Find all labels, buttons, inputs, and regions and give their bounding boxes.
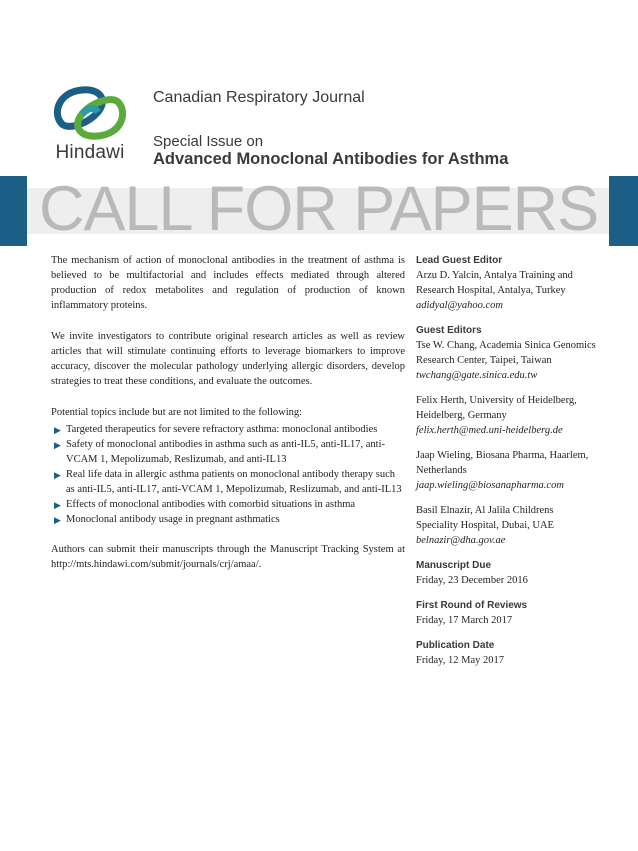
topic-text: Targeted therapeutics for severe refractory asthma: monoclonal antibodies bbox=[66, 424, 378, 435]
banner-left-bar bbox=[0, 176, 27, 246]
list-item bbox=[51, 437, 405, 467]
hindawi-logo bbox=[48, 84, 132, 170]
call-for-papers-heading: CALL FOR PAPERS bbox=[39, 174, 599, 244]
guest-editor-name: Felix Herth, University of Heidelberg, Heidelberg, Germany bbox=[416, 395, 577, 421]
issue-title: Advanced Monoclonal Antibodies for Asthma bbox=[153, 150, 509, 168]
triangle-bullet-icon: ▶ bbox=[54, 500, 61, 510]
lead-editor-email: adidyal@yahoo.com bbox=[416, 300, 503, 311]
guest-editors-heading: Guest Editors bbox=[416, 325, 482, 336]
hindawi-logo-mark-icon bbox=[48, 84, 132, 142]
special-issue-label: Special Issue on bbox=[153, 133, 264, 150]
journal-name: Canadian Respiratory Journal bbox=[153, 89, 365, 106]
topic-text: Monoclonal antibody usage in pregnant asthmatics bbox=[66, 514, 280, 525]
banner-right-bar bbox=[609, 176, 638, 246]
logo-wordmark: Hindawi bbox=[55, 142, 125, 163]
list-item bbox=[51, 512, 405, 527]
publication-date-label: Publication Date bbox=[416, 640, 495, 651]
guest-editor-name: Tse W. Chang, Academia Sinica Genomics Research Center, Taipei, Taiwan bbox=[416, 340, 596, 366]
submission-paragraph: Authors can submit their manuscripts through the Manuscript Tracking System at http://mts.hindawi.com/submit/journals/crj/amaa/. bbox=[51, 544, 405, 570]
triangle-bullet-icon: ▶ bbox=[54, 515, 61, 525]
guest-editor-email: jaap.wieling@biosanapharma.com bbox=[416, 480, 564, 491]
manuscript-due-label: Manuscript Due bbox=[416, 560, 492, 571]
manuscript-due-date: Friday, 23 December 2016 bbox=[416, 575, 528, 586]
guest-editor-email: felix.herth@med.uni-heidelberg.de bbox=[416, 425, 563, 436]
topics-list bbox=[51, 422, 405, 527]
topic-text: Safety of monoclonal antibodies in asthma such as anti-IL5, anti-IL17, anti-VCAM 1, Mepolizumab, Reslizumab, and anti-IL13 bbox=[66, 439, 385, 465]
guest-editor-name: Jaap Wieling, Biosana Pharma, Haarlem, Netherlands bbox=[416, 450, 589, 476]
topics-intro: Potential topics include but are not limited to the following: bbox=[51, 407, 303, 418]
list-item bbox=[51, 497, 405, 512]
intro-paragraph: The mechanism of action of monoclonal antibodies in the treatment of asthma is believed to be multifactorial and includes effects mediated through altered production of redox metabolites and regulation of production of known inflammatory proteins. bbox=[51, 255, 405, 311]
publication-date: Friday, 12 May 2017 bbox=[416, 655, 504, 666]
triangle-bullet-icon: ▶ bbox=[54, 425, 61, 435]
triangle-bullet-icon: ▶ bbox=[54, 470, 61, 480]
guest-editor-name: Basil Elnazir, Al Jalila Childrens Speciality Hospital, Dubai, UAE bbox=[416, 505, 554, 531]
first-review-date: Friday, 17 March 2017 bbox=[416, 615, 513, 626]
first-review-label: First Round of Reviews bbox=[416, 600, 528, 611]
invitation-paragraph: We invite investigators to contribute original research articles as well as review articles that will stimulate continuing efforts to leverage biomarkers to improve accuracy, discover the molecular pathology underlying allergic disorders, develop strategies to treat these conditions, and evaluate the outcomes. bbox=[51, 331, 405, 387]
guest-editor-email: belnazir@dha.gov.ae bbox=[416, 535, 506, 546]
lead-editor-name: Arzu D. Yalcin, Antalya Training and Research Hospital, Antalya, Turkey bbox=[416, 270, 573, 296]
list-item bbox=[51, 422, 405, 437]
list-item bbox=[51, 467, 405, 497]
guest-editor-email: twchang@gate.sinica.edu.tw bbox=[416, 370, 538, 381]
lead-editor-heading: Lead Guest Editor bbox=[416, 255, 503, 266]
sidebar bbox=[416, 253, 596, 678]
triangle-bullet-icon: ▶ bbox=[54, 440, 61, 450]
topic-text: Real life data in allergic asthma patients on monoclonal antibody therapy such as anti-IL5, anti-IL17, anti-VCAM 1, Mepolizumab, Reslizumab, and anti-IL13 bbox=[66, 469, 402, 495]
main-body bbox=[51, 253, 405, 588]
topic-text: Effects of monoclonal antibodies with comorbid situations in asthma bbox=[66, 499, 356, 510]
